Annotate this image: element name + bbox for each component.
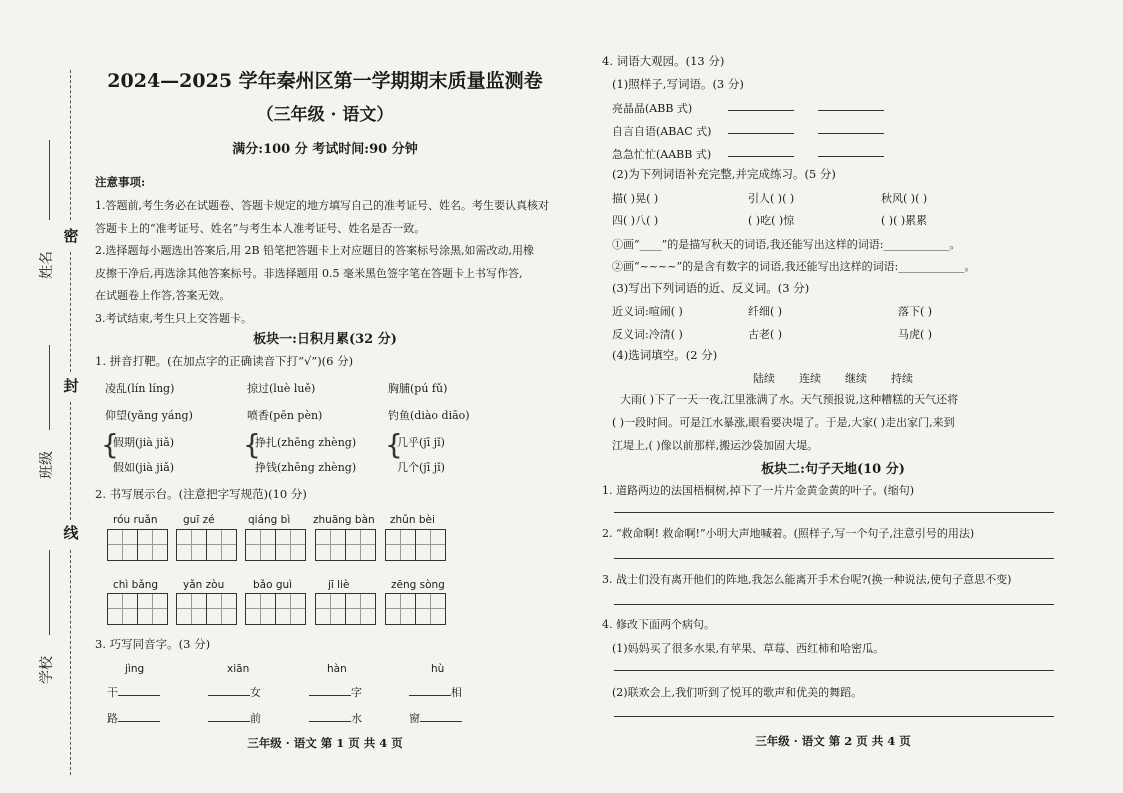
synonym-item[interactable]: 落下( ) xyxy=(898,305,933,318)
word-choice: 持续 xyxy=(891,372,913,385)
synonym-item[interactable]: 纤细( ) xyxy=(748,305,783,318)
homophone-blank[interactable] xyxy=(309,710,362,726)
homophone-blank[interactable] xyxy=(107,710,160,726)
answer-line[interactable] xyxy=(614,512,1054,513)
q4-part-2-a[interactable]: ①画“____”的是描写秋天的词语,我还能写出这样的词语:____________。 xyxy=(612,238,961,251)
pattern-word: 亮晶晶(ABB 式) xyxy=(612,102,693,115)
pinyin-label: zēng sòng xyxy=(391,579,445,591)
notice-line: 2.选择题每小题选出答案后,用 2B 铅笔把答题卡上对应题目的答案标号涂黑,如需改动,用橡 xyxy=(95,244,535,257)
writing-grid[interactable] xyxy=(385,593,446,625)
brace-icon: { xyxy=(385,428,403,461)
cloze-line[interactable]: 大雨( )下了一天一夜,江里涨满了水。天气预报说,这种糟糕的天气还将 xyxy=(620,393,959,406)
pinyin-label: qiáng bì xyxy=(248,514,291,526)
pinyin-label: yǎn zòu xyxy=(183,579,225,591)
pinyin-label: róu ruǎn xyxy=(113,514,158,526)
school-field-line[interactable] xyxy=(49,550,50,635)
seal-line xyxy=(70,252,71,372)
sentence-q2: 2. “救命啊! 救命啊!”小明大声地喊着。(照样子,写一个句子,注意引号的用法) xyxy=(602,527,975,540)
writing-grid[interactable] xyxy=(315,593,376,625)
page-1 xyxy=(95,0,555,793)
cloze-line[interactable]: ( )一段时间。可是江水暴涨,眼看要决堤了。于是,大家( )走出家门,来到 xyxy=(612,416,955,429)
seal-line xyxy=(70,550,71,775)
notice-line: 3.考试结束,考生只上交答题卡。 xyxy=(95,311,252,325)
antonym-item[interactable]: 马虎( ) xyxy=(898,328,933,341)
q4-part-2-b[interactable]: ②画“~~~~”的是含有数字的词语,我还能写出这样的词语:____________。 xyxy=(612,260,976,273)
section-2-title: 板块二:句子天地(10 分) xyxy=(761,462,905,477)
homophone-blank[interactable] xyxy=(208,684,261,700)
seal-mark-xian: 线 xyxy=(63,524,79,542)
fill-word[interactable]: ( )( )累累 xyxy=(881,214,928,227)
fill-word[interactable]: 描( )晃( ) xyxy=(612,192,659,205)
q4-part-2: (2)为下列词语补充完整,并完成练习。(5 分) xyxy=(612,167,836,181)
homophone-blank[interactable] xyxy=(107,684,160,700)
q1-item: 掠过(luè luě) xyxy=(247,382,316,395)
writing-grid[interactable] xyxy=(245,593,306,625)
exam-title: 2024—2025 学年秦州区第一学期期末质量监测卷 xyxy=(107,70,543,92)
notice-line: 皮擦干净后,再选涂其他答案标号。非选择题用 0.5 毫米黑色签字笔在答题卡上书写作答, xyxy=(95,266,523,280)
exam-meta: 满分:100 分 考试时间:90 分钟 xyxy=(232,142,418,157)
class-label: 班级 xyxy=(39,451,55,479)
word-choice: 陆续 xyxy=(753,372,775,385)
pinyin-label: hù xyxy=(431,663,445,675)
answer-line[interactable] xyxy=(614,670,1054,671)
fill-word[interactable]: 四( )八( ) xyxy=(612,214,659,227)
q1-item: 喷香(pēn pèn) xyxy=(247,409,323,422)
writing-grid[interactable] xyxy=(176,593,237,625)
notice-title: 注意事项: xyxy=(95,175,146,189)
answer-line[interactable] xyxy=(818,133,884,134)
question-3: 3. 巧写同音字。(3 分) xyxy=(95,637,211,651)
pattern-word: 急急忙忙(AABB 式) xyxy=(612,148,712,161)
char: 路 xyxy=(107,712,118,725)
answer-line[interactable] xyxy=(728,133,794,134)
school-label: 学校 xyxy=(39,656,55,684)
char: 字 xyxy=(351,686,362,699)
notice-line: 在试题卷上作答,答案无效。 xyxy=(95,289,231,302)
sentence-q4-1: (1)妈妈买了很多水果,有苹果、草莓、西红柿和哈密瓜。 xyxy=(612,642,885,655)
char: 相 xyxy=(451,686,462,699)
fill-word[interactable]: 引人( )( ) xyxy=(748,192,795,205)
notice-line: 答题卡上的“准考证号、姓名”与考生本人准考证号、姓名是否一致。 xyxy=(95,221,426,235)
pinyin-label: hàn xyxy=(327,663,347,675)
seal-line xyxy=(70,70,71,220)
notice-list xyxy=(95,195,555,330)
page-footer: 三年级 · 语文 第 2 页 共 4 页 xyxy=(755,734,911,748)
binding-margin xyxy=(0,0,100,793)
question-4: 4. 词语大观园。(13 分) xyxy=(602,54,725,68)
char: 窗 xyxy=(409,712,420,725)
antonym-item[interactable]: 反义词:冷清( ) xyxy=(612,328,683,341)
answer-line[interactable] xyxy=(614,604,1054,605)
homophone-blank[interactable] xyxy=(409,684,462,700)
sentence-q3: 3. 战士们没有离开他们的阵地,我怎么能离开手术台呢?(换一种说法,使句子意思不变) xyxy=(602,573,1012,586)
page-2 xyxy=(598,0,1068,793)
fill-word[interactable]: 秋风( )( ) xyxy=(881,192,928,205)
homophone-blank[interactable] xyxy=(208,710,261,726)
name-field-line[interactable] xyxy=(49,140,50,220)
answer-line[interactable] xyxy=(728,110,794,111)
word-choice: 连续 xyxy=(799,372,821,385)
writing-grid[interactable] xyxy=(385,529,446,561)
section-1-title: 板块一:日积月累(32 分) xyxy=(253,332,397,347)
sentence-q1: 1. 道路两边的法国梧桐树,掉下了一片片金黄金黄的叶子。(缩句) xyxy=(602,484,915,497)
answer-line[interactable] xyxy=(614,558,1054,559)
char: 女 xyxy=(250,686,261,699)
pinyin-label: zhuāng bàn xyxy=(313,514,375,526)
sentence-q4-2: (2)联欢会上,我们听到了悦耳的歌声和优美的舞蹈。 xyxy=(612,686,863,699)
homophone-blank[interactable] xyxy=(409,710,462,726)
q4-part-4: (4)选词填空。(2 分) xyxy=(612,348,718,362)
q4-part-3: (3)写出下列词语的近、反义词。(3 分) xyxy=(612,281,810,295)
pinyin-label: chì bǎng xyxy=(113,579,159,591)
cloze-line[interactable]: 江堤上,( )像以前那样,搬运沙袋加固大堤。 xyxy=(612,439,819,452)
sentence-q4: 4. 修改下面两个病句。 xyxy=(602,618,715,631)
synonym-item[interactable]: 近义词:喧闹( ) xyxy=(612,305,683,318)
question-1: 1. 拼音打靶。(在加点字的正确读音下打“√”)(6 分) xyxy=(95,354,354,368)
page-footer: 三年级 · 语文 第 1 页 共 4 页 xyxy=(247,736,403,750)
writing-grid[interactable] xyxy=(107,529,168,561)
pinyin-label: guī zé xyxy=(183,514,215,526)
char: 干 xyxy=(107,686,118,699)
brace-icon: { xyxy=(243,428,261,461)
answer-line[interactable] xyxy=(818,156,884,157)
q1-pair: 挣钱(zhēng zhèng) xyxy=(255,461,357,474)
class-field-line[interactable] xyxy=(49,345,50,430)
q1-pair: 几乎(jī jǐ) xyxy=(397,436,445,449)
pinyin-label: jī liè xyxy=(328,579,350,591)
q1-item: 钓鱼(diào diāo) xyxy=(388,409,470,422)
exam-subtitle: （三年级 · 语文） xyxy=(256,105,394,125)
writing-grid[interactable] xyxy=(245,529,306,561)
word-choice: 继续 xyxy=(845,372,867,385)
pattern-word: 自言自语(ABAC 式) xyxy=(612,125,712,138)
q1-pair: 假期(jià jiǎ) xyxy=(113,436,175,449)
writing-grid[interactable] xyxy=(176,529,237,561)
writing-grid[interactable] xyxy=(107,593,168,625)
char: 前 xyxy=(250,712,261,725)
q1-item: 仰望(yǎng yáng) xyxy=(105,409,193,422)
answer-line[interactable] xyxy=(818,110,884,111)
q1-pair: 几个(jī jǐ) xyxy=(397,461,445,474)
char: 水 xyxy=(351,712,362,725)
antonym-item[interactable]: 古老( ) xyxy=(748,328,783,341)
q1-pair: 挣扎(zhēng zhèng) xyxy=(255,436,357,449)
q1-pair: 假如(jià jiǎ) xyxy=(113,461,175,474)
question-2: 2. 书写展示台。(注意把字写规范)(10 分) xyxy=(95,487,307,501)
pinyin-label: xiān xyxy=(227,663,250,675)
name-label: 姓名 xyxy=(39,251,55,279)
q1-item: 胸脯(pú fǔ) xyxy=(388,382,448,395)
homophone-blank[interactable] xyxy=(309,684,362,700)
pinyin-label: bǎo guì xyxy=(253,579,293,591)
pinyin-label: zhǔn bèi xyxy=(390,514,435,526)
answer-line[interactable] xyxy=(614,716,1054,717)
brace-icon: { xyxy=(101,428,119,461)
notice-line: 1.答题前,考生务必在试题卷、答题卡规定的地方填写自己的准考证号、姓名。考生要认真核对 xyxy=(95,199,549,212)
pinyin-label: jìng xyxy=(125,663,145,675)
seal-mark-mi: 密 xyxy=(63,227,79,245)
writing-grid[interactable] xyxy=(315,529,376,561)
seal-line xyxy=(70,402,71,520)
seal-mark-feng: 封 xyxy=(63,377,79,395)
q4-part-1: (1)照样子,写词语。(3 分) xyxy=(612,77,744,91)
q1-item: 凌乱(lín líng) xyxy=(105,382,175,395)
fill-word[interactable]: ( )吃( )惊 xyxy=(748,214,795,227)
answer-line[interactable] xyxy=(728,156,794,157)
